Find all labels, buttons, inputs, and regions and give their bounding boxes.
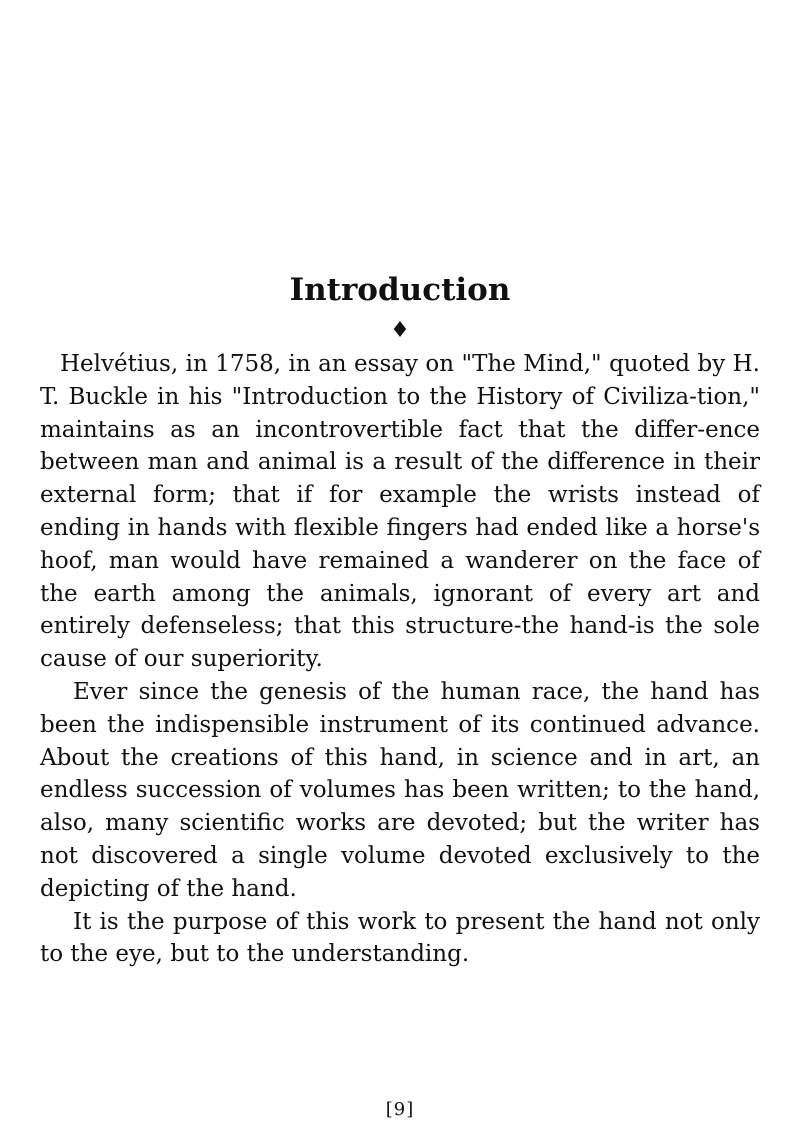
paragraph-3: It is the purpose of this work to present the hand not only to the eye, but to the understanding. bbox=[40, 908, 760, 968]
paragraph-2: Ever since the genesis of the human race, the hand has been the indispensible instrument of its continued advance. About the creations of this hand, in science and in art, an endless succession of volumes has been written; to the hand, also, many scientific works are devoted; but the writer has not discovered a single volume devoted exclusively to the depicting of the hand. bbox=[40, 678, 760, 902]
page-number: [9] bbox=[385, 1099, 415, 1120]
page-title: Introduction bbox=[289, 272, 511, 308]
paragraph-1: Helvétius, in 1758, in an essay on "The Mind," quoted by H. T. Buckle in his "Introduction to the History of Civiliza-tion," maintains as an incontrovertible fact that the differ-ence between man and animal is a result of the difference in their external form; that if for example the wrists instead of ending in hands with flexible fingers had ended like a horse's hoof, man would have remained a wanderer on the face of the earth among the animals, ignorant of every art and entirely defenseless; that this structure-the hand-is the sole cause of our superiority. bbox=[40, 351, 760, 673]
body-text bbox=[40, 348, 760, 971]
diamond-ornament-icon: ♦ bbox=[390, 318, 410, 343]
